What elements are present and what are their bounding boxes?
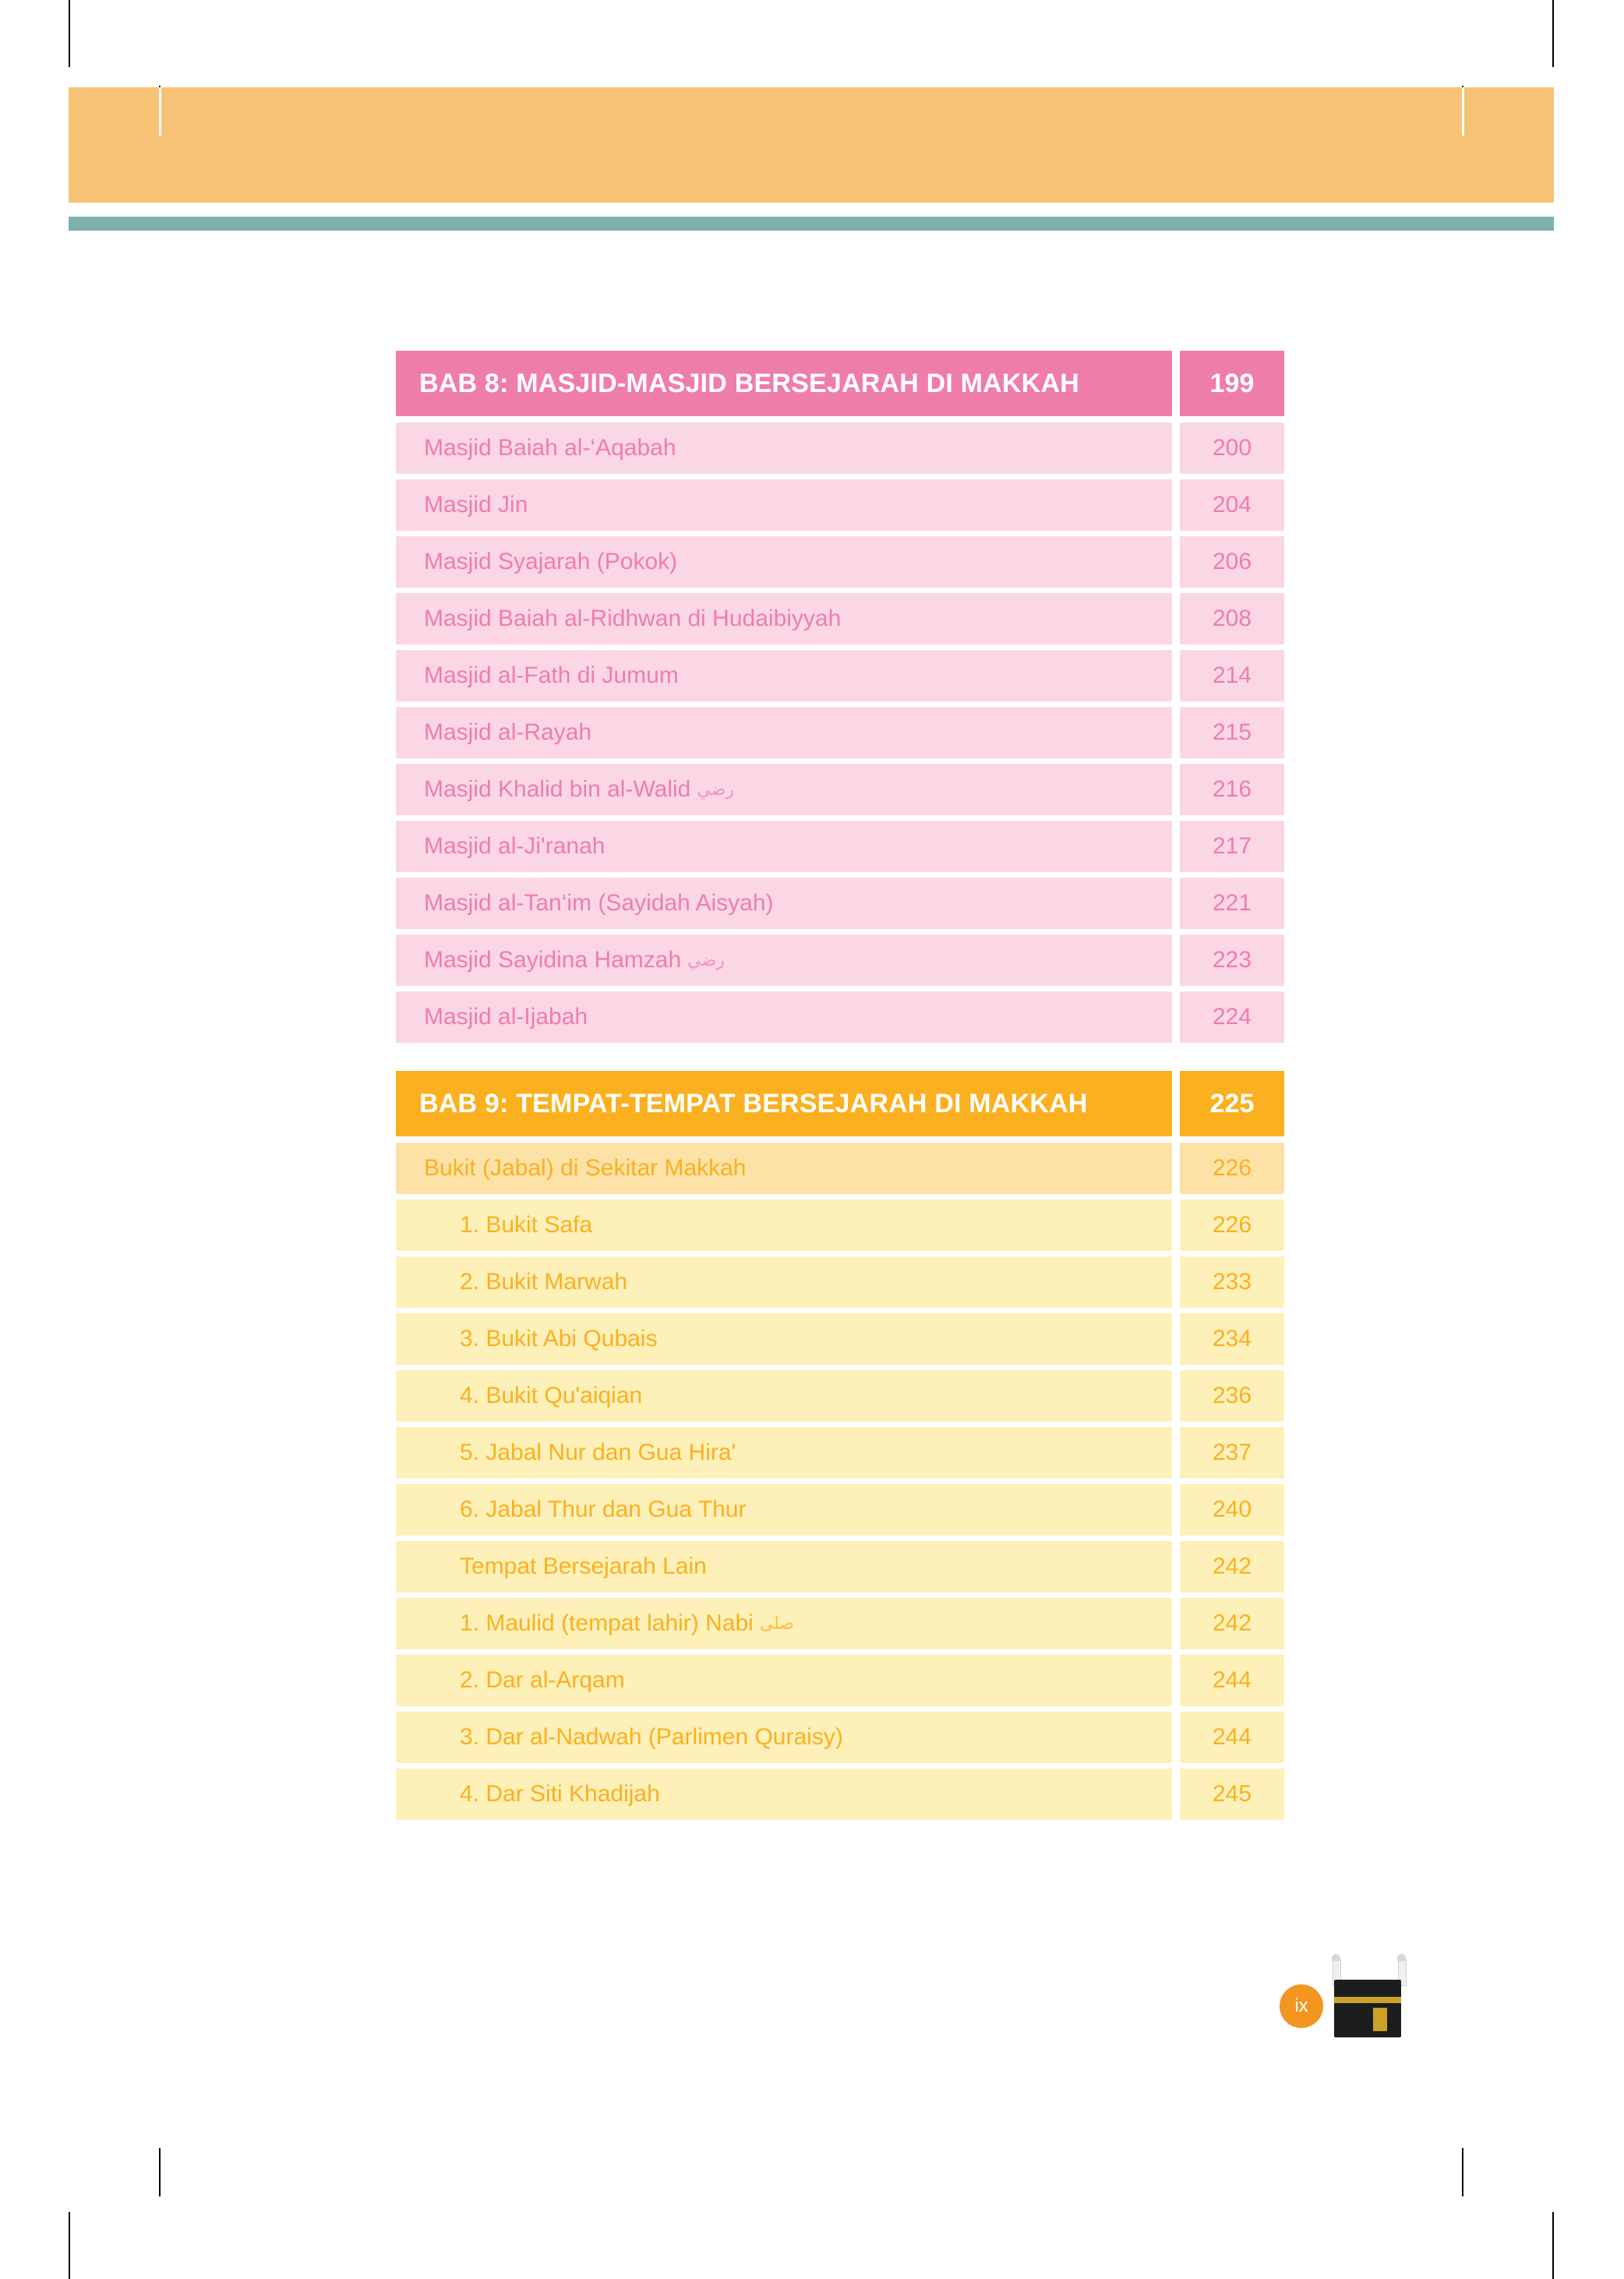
header-tick-left [159,87,161,136]
toc-entry-page: 237 [1180,1427,1284,1479]
header-tick-right [1462,87,1464,136]
toc-entry-label: Masjid al-Ijabah [396,991,1172,1043]
chapter-header-bab-9 [396,1071,1284,1136]
crop-mark-bottom-right [1552,2212,1554,2279]
chapter-title-bab-8 [396,351,1172,416]
toc-entry[interactable] [396,1313,1284,1365]
dome-right-icon [1397,1954,1406,1961]
toc-entry[interactable] [396,1768,1284,1820]
toc-entry[interactable] [396,1370,1284,1422]
toc-entry-label: Masjid Baiah al-Ridhwan di Hudaibiyyah [396,593,1172,645]
page-header-rule [69,217,1554,231]
chapter-title-text-8: MASJID-MASJID BERSEJARAH DI MAKKAH [516,369,1079,398]
toc-entry[interactable] [396,1427,1284,1479]
toc-entry[interactable] [396,1200,1284,1251]
crop-mark-lower-right [1462,2148,1463,2196]
toc-entry-page: 208 [1180,593,1284,645]
toc-entry-text: Masjid Khalid bin al-Walid [424,776,691,802]
toc-entry-page: 216 [1180,764,1284,815]
crop-mark-lower-left [159,2148,161,2196]
chapter-title-text-9: TEMPAT-TEMPAT BERSEJARAH DI MAKKAH [516,1089,1088,1118]
toc-entry-page: 200 [1180,422,1284,474]
toc-entry-page: 217 [1180,821,1284,872]
toc-entry-label [396,935,1172,986]
toc-entry-page: 221 [1180,878,1284,929]
toc-entry[interactable] [396,821,1284,872]
toc-entry[interactable] [396,422,1284,474]
toc-entry[interactable] [396,935,1284,986]
toc-entry-label: Masjid al-Ji'ranah [396,821,1172,872]
toc-entry-label: Masjid Jin [396,479,1172,531]
toc-entry-label: Masjid al-Fath di Jumum [396,650,1172,701]
toc-entry-page: 240 [1180,1484,1284,1535]
toc-entry-label: 2. Dar al-Arqam [396,1655,1172,1706]
toc-entry-label: Masjid Baiah al-‘Aqabah [396,422,1172,474]
toc-entry-label: Bukit (Jabal) di Sekitar Makkah [396,1143,1172,1194]
toc-entry-label: 3. Bukit Abi Qubais [396,1313,1172,1365]
toc-entry[interactable] [396,1541,1284,1592]
toc-entry-page: 244 [1180,1655,1284,1706]
toc-entry-page: 242 [1180,1598,1284,1649]
page-footer [1280,1949,1420,2050]
toc-entry-page: 204 [1180,479,1284,531]
kaaba-band [1334,1997,1401,2003]
toc-entry-page: 223 [1180,935,1284,986]
toc-entry[interactable] [396,1484,1284,1535]
chapter-page-bab-8: 199 [1180,351,1284,416]
toc-entry[interactable] [396,878,1284,929]
toc-entry-page: 224 [1180,991,1284,1043]
toc-entry-page: 206 [1180,536,1284,588]
toc-entry-label: 5. Jabal Nur dan Gua Hira' [396,1427,1172,1479]
page-folio: ix [1280,1984,1323,2028]
table-of-contents [396,351,1284,1825]
chapter-title-bab-9 [396,1071,1172,1136]
toc-entry-page: 215 [1180,707,1284,758]
toc-entry-label: 4. Dar Siti Khadijah [396,1768,1172,1820]
toc-entry-label: Masjid al-Tan‘im (Sayidah Aisyah) [396,878,1172,929]
toc-entry[interactable] [396,1712,1284,1763]
toc-entry[interactable] [396,479,1284,531]
kaaba-door [1373,2008,1387,2031]
toc-entry-page: 245 [1180,1768,1284,1820]
toc-entry-page: 236 [1180,1370,1284,1422]
chapter-header-bab-8 [396,351,1284,416]
chapter-bab-label-9: BAB 9: [419,1089,509,1118]
toc-entry-page: 244 [1180,1712,1284,1763]
honorific-glyph-icon: صلى [759,1613,795,1633]
kaaba-cube [1334,1980,1401,2037]
toc-entry-label: Masjid Syajarah (Pokok) [396,536,1172,588]
kaaba-icon [1328,1959,1412,2044]
toc-entry-page: 226 [1180,1143,1284,1194]
toc-entry-page: 242 [1180,1541,1284,1592]
toc-entry[interactable] [396,593,1284,645]
toc-entry-label [396,1598,1172,1649]
toc-entry-label: Masjid al-Rayah [396,707,1172,758]
chapter-page-bab-9: 225 [1180,1071,1284,1136]
toc-entry[interactable] [396,991,1284,1043]
toc-entry-text: Masjid Sayidina Hamzah [424,947,682,973]
crop-mark-top-right [1552,0,1554,67]
toc-entry-label: 4. Bukit Qu'aiqian [396,1370,1172,1422]
toc-entry-page: 226 [1180,1200,1284,1251]
toc-entry[interactable] [396,764,1284,815]
toc-entry-label: 1. Bukit Safa [396,1200,1172,1251]
toc-entry[interactable] [396,1143,1284,1194]
toc-entry-label: 3. Dar al-Nadwah (Parlimen Quraisy) [396,1712,1172,1763]
toc-entry-label: Tempat Bersejarah Lain [396,1541,1172,1592]
toc-entry[interactable] [396,1655,1284,1706]
toc-entry[interactable] [396,1256,1284,1308]
toc-entry[interactable] [396,707,1284,758]
crop-mark-bottom-left [69,2212,70,2279]
toc-entry[interactable] [396,650,1284,701]
chapter-bab-label-8: BAB 8: [419,369,509,398]
crop-mark-top-left [69,0,70,67]
page-header-band [69,87,1554,203]
toc-entry-label: 6. Jabal Thur dan Gua Thur [396,1484,1172,1535]
toc-entry-page: 214 [1180,650,1284,701]
honorific-glyph-icon: رضي [697,779,735,799]
toc-entry[interactable] [396,1598,1284,1649]
dome-left-icon [1332,1954,1340,1961]
toc-entry-page: 234 [1180,1313,1284,1365]
toc-entry[interactable] [396,536,1284,588]
toc-entry-label: 2. Bukit Marwah [396,1256,1172,1308]
toc-entry-label [396,764,1172,815]
honorific-glyph-icon: رضي [687,950,725,970]
toc-entry-text: 1. Maulid (tempat lahir) Nabi [460,1610,754,1636]
toc-entry-page: 233 [1180,1256,1284,1308]
